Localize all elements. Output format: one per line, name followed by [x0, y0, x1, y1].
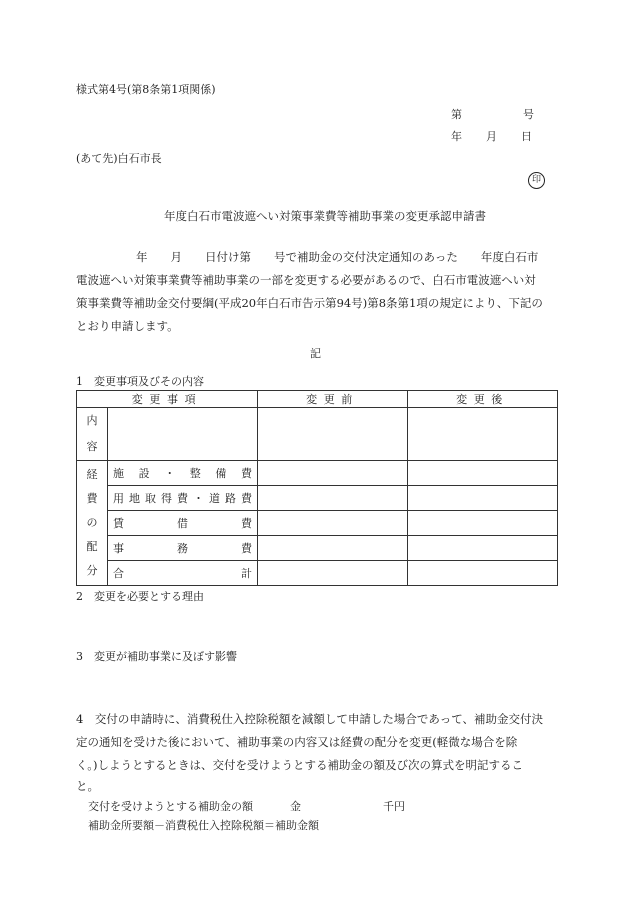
section4-line-1: 4 交付の申請時に、消費税仕入控除税額を減額して申請した場合であって、補助金交付決 — [76, 712, 543, 726]
expense-after-cell[interactable] — [408, 561, 558, 586]
date-day-label: 日 — [521, 130, 532, 143]
ki-label: 記 — [310, 347, 321, 360]
content-after-cell[interactable] — [408, 408, 558, 461]
expense-before-cell[interactable] — [258, 461, 408, 486]
grant-amount-unit: 千円 — [383, 800, 405, 813]
addressee: (あて先)白石市長 — [76, 152, 162, 165]
section2-heading: 2 変更を必要とする理由 — [76, 590, 204, 603]
date-year-label: 年 — [451, 130, 462, 143]
content-cell[interactable] — [108, 408, 258, 461]
grant-amount-kin: 金 — [290, 800, 301, 813]
expense-after-cell[interactable] — [408, 511, 558, 536]
table-row-expense-3 — [77, 536, 558, 561]
section1-heading: 1 変更事項及びその内容 — [76, 375, 204, 388]
section4-line-2: 定の通知を受けた後において、補助事業の内容又は経費の配分を変更(軽微な場合を除 — [76, 735, 518, 749]
section4-line-3: く。)しようとするときは、交付を受けようとする補助金の額及び次の算式を明記するこ — [76, 758, 524, 772]
form-number-label: 様式第4号(第8条第1項関係) — [76, 83, 216, 96]
expense-after-cell[interactable] — [408, 461, 558, 486]
col-header-after: 変更後 — [408, 391, 558, 408]
col-header-item: 変更事項 — [77, 391, 258, 408]
seal-mark: 印 — [528, 172, 545, 189]
section3-heading: 3 変更が補助事業に及ぼす影響 — [76, 650, 237, 663]
expense-before-cell[interactable] — [258, 561, 408, 586]
expense-item-total: 合 計 — [108, 561, 258, 586]
table-row-expense-0 — [77, 461, 558, 486]
section4-line-4: と。 — [76, 779, 99, 793]
table-row-content — [77, 408, 558, 461]
expense-item-office: 事 務 費 — [108, 536, 258, 561]
expense-item-land-road: 用 地 取 得 費 ・ 道 路 費 — [108, 486, 258, 511]
date-month-label: 月 — [486, 130, 497, 143]
body-line-2: 電波遮へい対策事業費等補助事業の一部を変更する必要があるので、白石市電波遮へい対 — [76, 273, 536, 287]
content-label: 内 容 — [77, 408, 108, 461]
expense-before-cell[interactable] — [258, 511, 408, 536]
body-line-3: 策事業費等補助金交付要綱(平成20年白石市告示第94号)第8条第1項の規定により、下記の — [76, 296, 543, 310]
grant-amount-label: 交付を受けようとする補助金の額 — [88, 800, 253, 813]
expense-after-cell[interactable] — [408, 486, 558, 511]
document-number-prefix: 第 — [451, 108, 462, 121]
table-header-row — [77, 391, 558, 408]
body-line-1: 年 月 日付け第 号で補助金の交付決定通知のあった 年度白石市 — [136, 250, 539, 264]
change-table — [76, 390, 558, 586]
grant-formula: 補助金所要額－消費税仕入控除税額＝補助金額 — [88, 819, 319, 832]
table-row-expense-1 — [77, 486, 558, 511]
expense-before-cell[interactable] — [258, 536, 408, 561]
expense-item-rent: 賃 借 費 — [108, 511, 258, 536]
table-row-expense-2 — [77, 511, 558, 536]
expense-after-cell[interactable] — [408, 536, 558, 561]
content-before-cell[interactable] — [258, 408, 408, 461]
document-number-suffix: 号 — [523, 108, 534, 121]
body-line-4: とおり申請します。 — [76, 319, 179, 333]
col-header-before: 変更前 — [258, 391, 408, 408]
document-title: 年度白石市電波遮へい対策事業費等補助事業の変更承認申請書 — [164, 209, 486, 223]
expense-item-facility: 施 設 ・ 整 備 費 — [108, 461, 258, 486]
expense-before-cell[interactable] — [258, 486, 408, 511]
table-row-expense-4 — [77, 561, 558, 586]
expense-allocation-label: 経 費 の 配 分 — [77, 461, 108, 586]
